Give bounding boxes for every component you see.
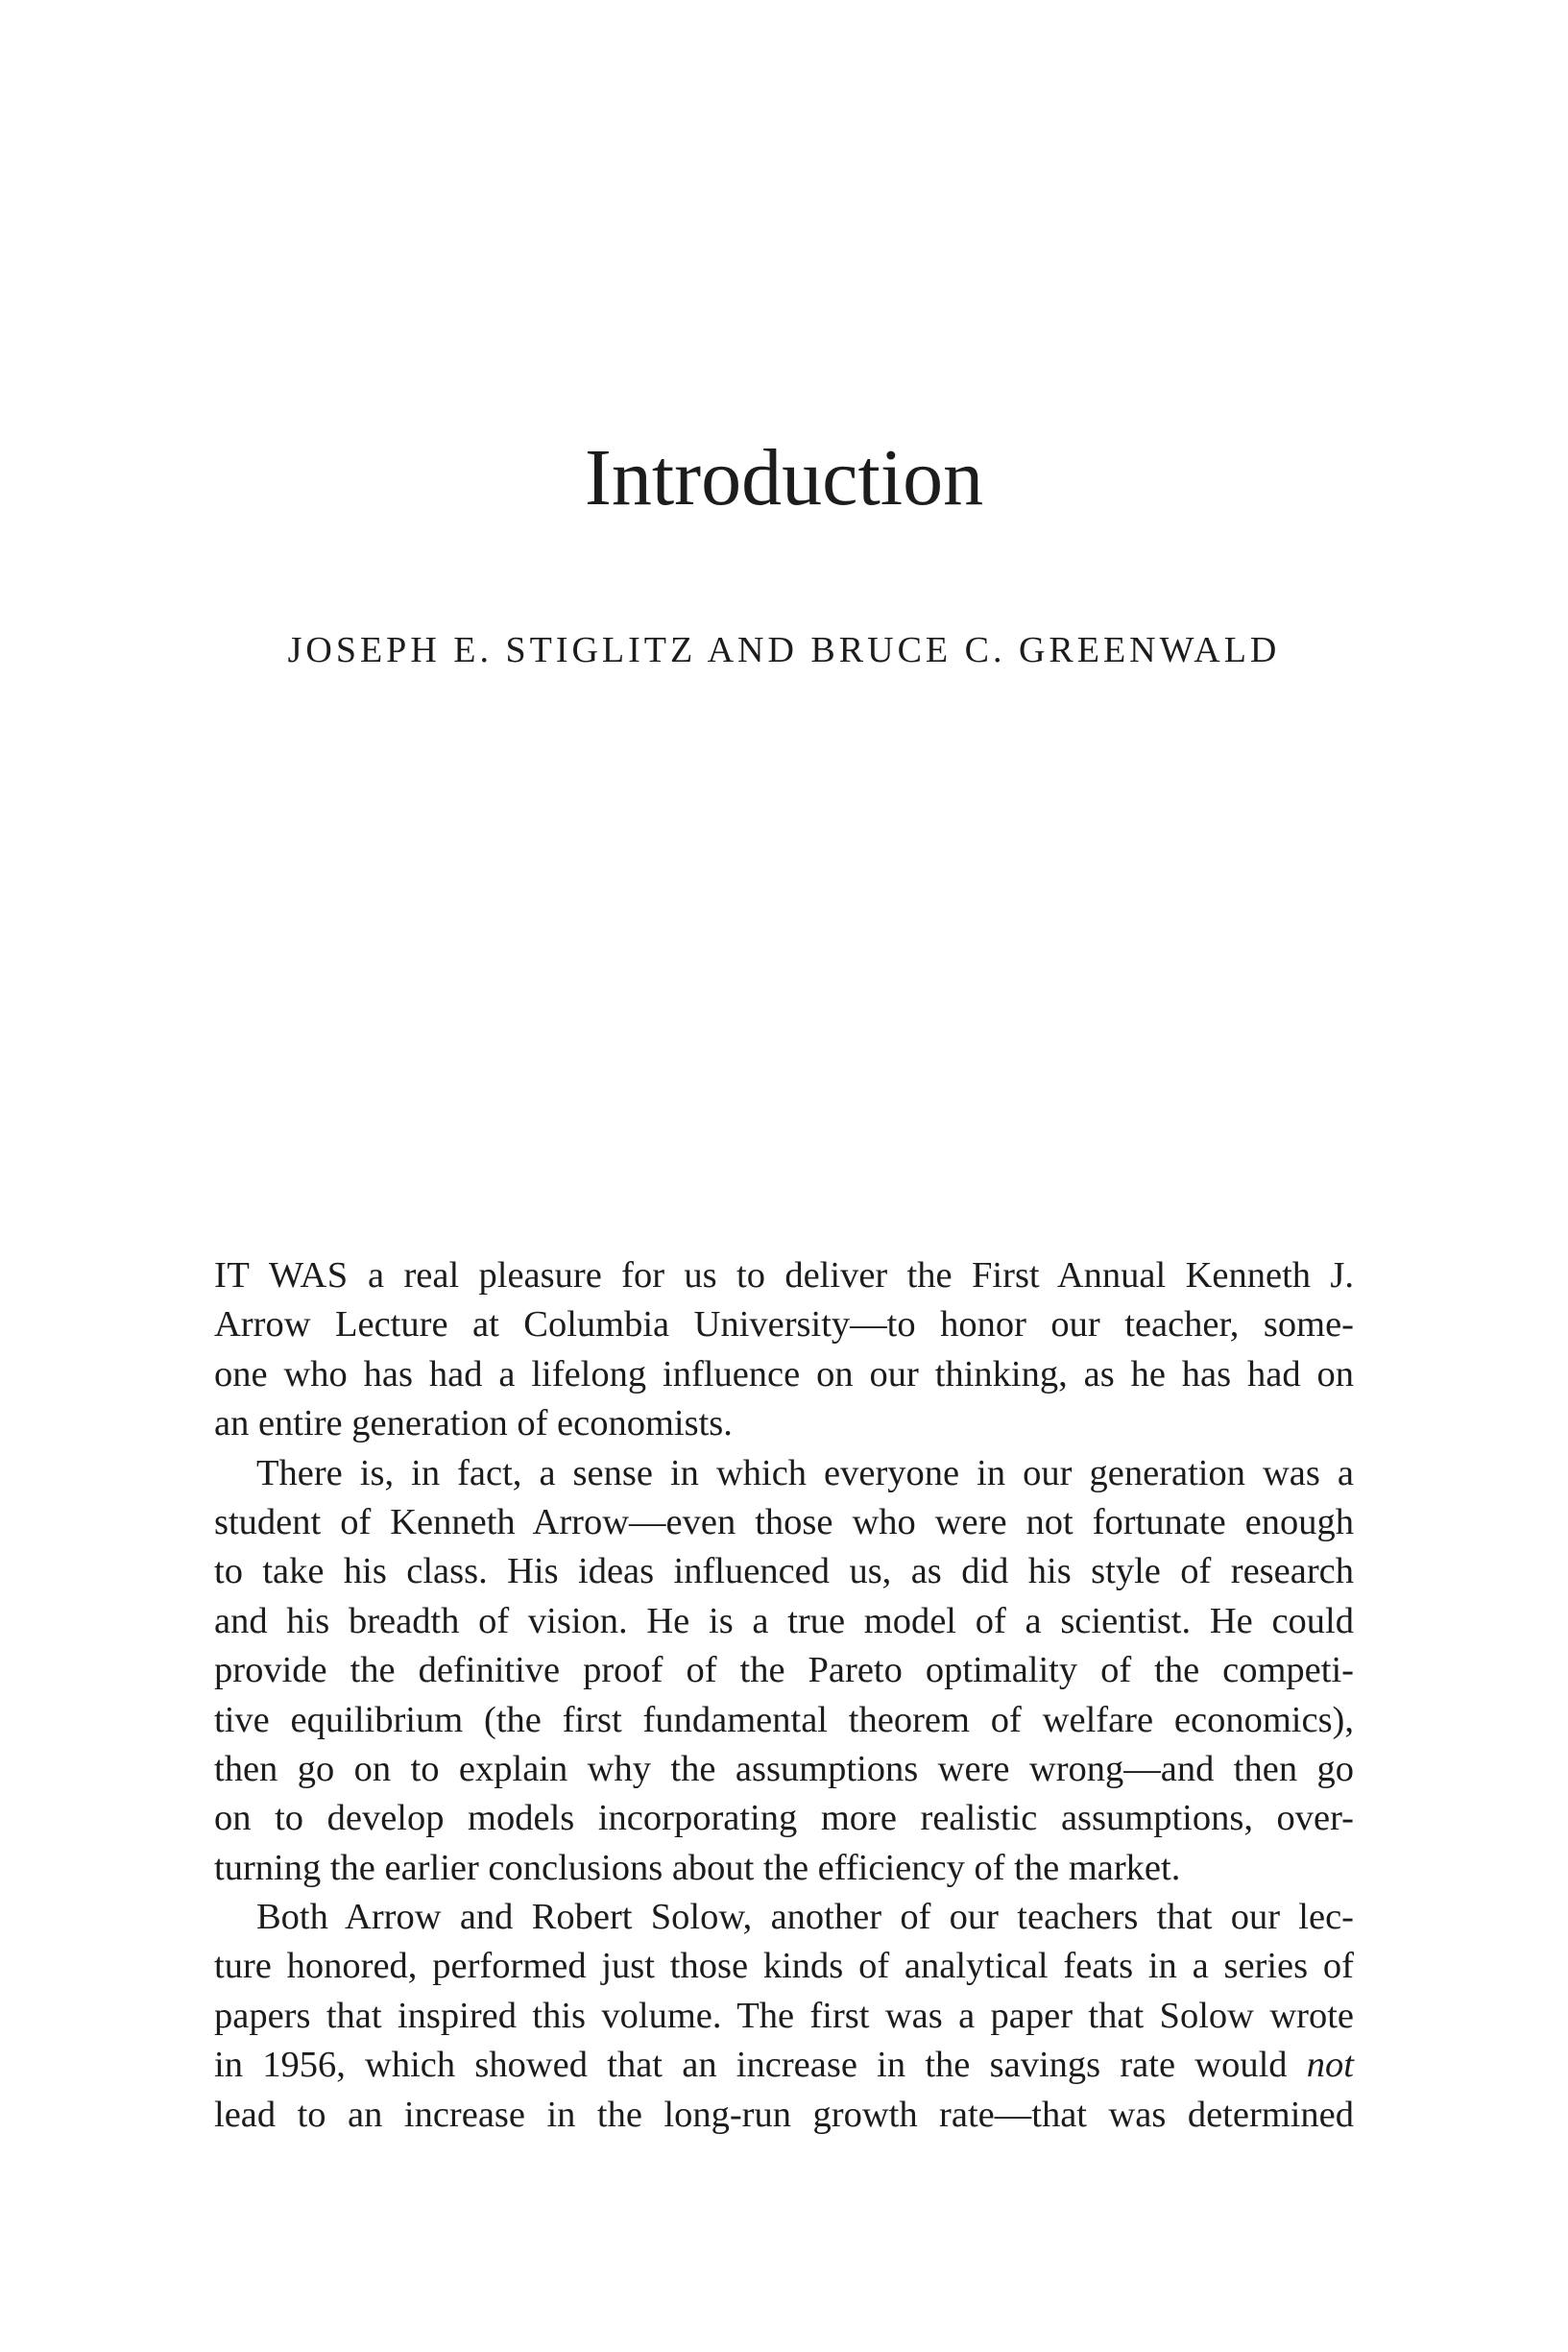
text-line: and his breadth of vision. He is a true model of a scientist. He could <box>214 1600 1354 1641</box>
text-line: an entire generation of economists. <box>214 1403 733 1444</box>
text-line: Arrow Lecture at Columbia University—to honor our teacher, some- <box>214 1304 1354 1346</box>
chapter-title: Introduction <box>584 433 984 522</box>
text-line: Both Arrow and Robert Solow, another of our teachers that our lec- <box>256 1897 1354 1938</box>
text-line: There is, in fact, a sense in which everyone in our generation was a <box>256 1452 1354 1493</box>
text-line: then go on to explain why the assumptions were wrong—and then go <box>214 1748 1354 1789</box>
paragraph-2 <box>214 1449 1354 1894</box>
text-line: lead to an increase in the long-run growth rate—that was determined <box>214 2094 1354 2135</box>
text-line: one who has had a lifelong influence on our thinking, as he has had on <box>214 1353 1354 1394</box>
chapter-authors: JOSEPH E. STIGLITZ AND BRUCE C. GREENWALD <box>287 630 1281 670</box>
paragraph-1 <box>214 1251 1354 1449</box>
text-line: ture honored, performed just those kinds of analytical feats in a series of <box>214 1946 1354 1987</box>
text-line: papers that inspired this volume. The first was a paper that Solow wrote <box>214 1995 1354 2036</box>
text-line: student of Kenneth Arrow—even those who were not fortunate enough <box>214 1501 1354 1542</box>
lead-in: IT WAS <box>214 1255 349 1296</box>
body-text <box>214 1251 1354 2140</box>
line-text: a real pleasure for us to deliver the First Annual Kenneth J. <box>367 1255 1354 1296</box>
emphasis-not: not <box>1306 2045 1354 2086</box>
line-text: in 1956, which showed that an increase in the savings rate would <box>214 2045 1288 2086</box>
text-line: on to develop models incorporating more realistic assumptions, over- <box>214 1798 1354 1839</box>
paragraph-3 <box>214 1893 1354 2140</box>
text-line: tive equilibrium (the first fundamental theorem of welfare economics), <box>214 1699 1354 1740</box>
text-line: to take his class. His ideas influenced us, as did his style of research <box>214 1551 1354 1592</box>
text-line: turning the earlier conclusions about the efficiency of the market. <box>214 1847 1181 1888</box>
text-line <box>214 1251 1354 1300</box>
text-line: provide the definitive proof of the Pareto optimality of the competi- <box>214 1650 1354 1691</box>
text-line <box>214 2041 1354 2090</box>
